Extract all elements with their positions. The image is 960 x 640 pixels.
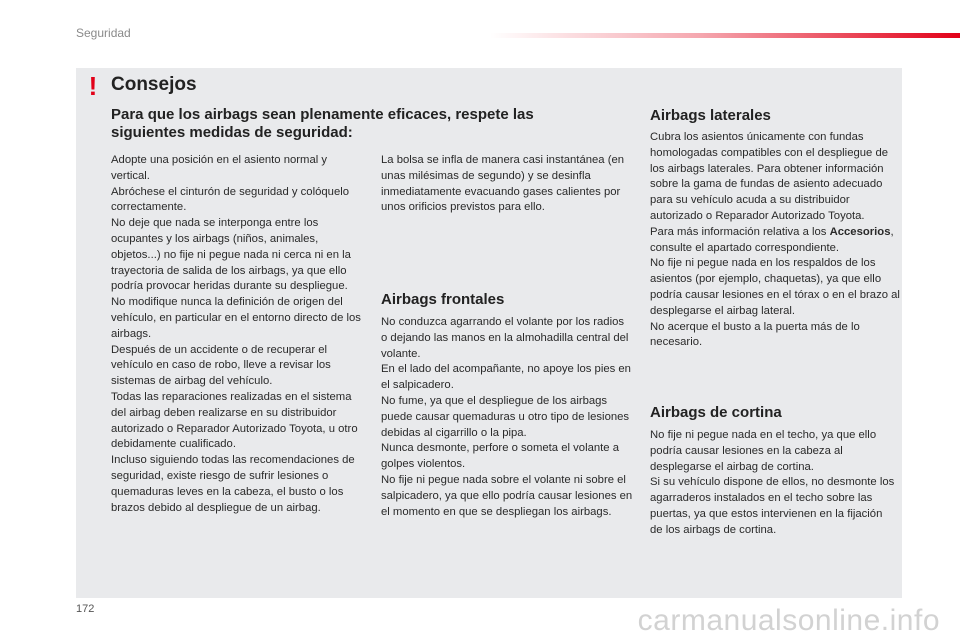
intro-heading: Para que los airbags sean plenamente eficaces, respete las siguientes medidas de seguridad: bbox=[111, 106, 534, 141]
page-number: 172 bbox=[76, 603, 95, 615]
watermark: carmanualsonline.info bbox=[637, 604, 940, 637]
side-airbags-text bbox=[650, 130, 902, 351]
panel-title: Consejos bbox=[111, 74, 197, 95]
header-accent-bar bbox=[490, 33, 960, 38]
exclamation-icon: ! bbox=[88, 71, 98, 101]
side-airbags-text-part2: , consulte el apartado correspondiente. No fije ni pegue nada en los respaldos de los asientos (por ejemplo, chaquetas), ya que ello podría causar lesiones en el tórax o en el brazo al desplegarse el airbag lateral. No acerque el busto a la puerta más de lo necesario. bbox=[650, 225, 900, 349]
general-tips-text: Adopte una posición en el asiento normal y vertical. Abróchese el cinturón de seguridad y colóquelo correctamente. No deje que nada se interponga entre los ocupantes y los airbags (niños, animales, objetos...) no fije ni pegue nada ni cerca ni en la trayectoria de salida de los airbags, ya que ello podría provocar heridas durante su despliegue. No modifique nunca la definición de origen del vehículo, en particular en el entorno directo de los airbags. Después de un accidente o de recuperar el vehículo en caso de robo, lleve a revisar los sistemas de airbag del vehículo. Todas las reparaciones realizadas en el sistema del airbag deben realizarse en su distribuidor autorizado o Reparador Autorizado Toyota, u otro debidamente cualificado. Incluso siguiendo todas las recomendaciones de seguridad, existe riesgo de sufrir lesiones o quemaduras leves en la cabeza, el busto o los brazos debido al despliegue de un airbag. bbox=[111, 154, 361, 514]
side-airbags-text-part1: Cubra los asientos únicamente con fundas homologadas compatibles con el despliegue de los airbags laterales. Para obtener información sobre la gama de fundas de asiento adecuado para su vehículo acuda a su distribuidor autorizado o Reparador Autorizado Toyota. Para más información relativa a los bbox=[650, 131, 889, 238]
curtain-airbags-text: No fije ni pegue nada en el techo, ya que ello podría causar lesiones en la cabeza al desplegarse el airbag de cortina. Si su vehículo dispone de ellos, no desmonte los agarraderos instalados en el techo sobre las puertas, ya que estos intervienen en la fijación de los airbags de cortina. bbox=[650, 429, 895, 536]
section-title: Seguridad bbox=[76, 26, 131, 40]
accessories-reference: Accesorios bbox=[829, 225, 891, 238]
frontal-airbags-text: No conduzca agarrando el volante por los radios o dejando las manos en la almohadilla central del volante. En el lado del acompañante, no apoye los pies en el salpicadero. No fume, ya que el despliegue de los airbags puede causar quemaduras u otro tipo de lesiones debidas al cigarrillo o la pipa. Nunca desmonte, perfore o someta el volante a golpes violentos. No fije ni pegue nada sobre el volante ni sobre el salpicadero, ya que ello podría causar lesiones en el momento en que se despliegan los airbags. bbox=[381, 316, 633, 518]
inflation-text: La bolsa se infla de manera casi instantánea (en unas milésimas de segundo) y se desinfla inmediatamente evacuando gases calientes por unos orificios previstos para ello. bbox=[381, 154, 625, 214]
curtain-airbags-heading: Airbags de cortina bbox=[650, 404, 782, 421]
side-airbags-heading: Airbags laterales bbox=[650, 107, 771, 124]
frontal-airbags-heading: Airbags frontales bbox=[381, 291, 505, 308]
